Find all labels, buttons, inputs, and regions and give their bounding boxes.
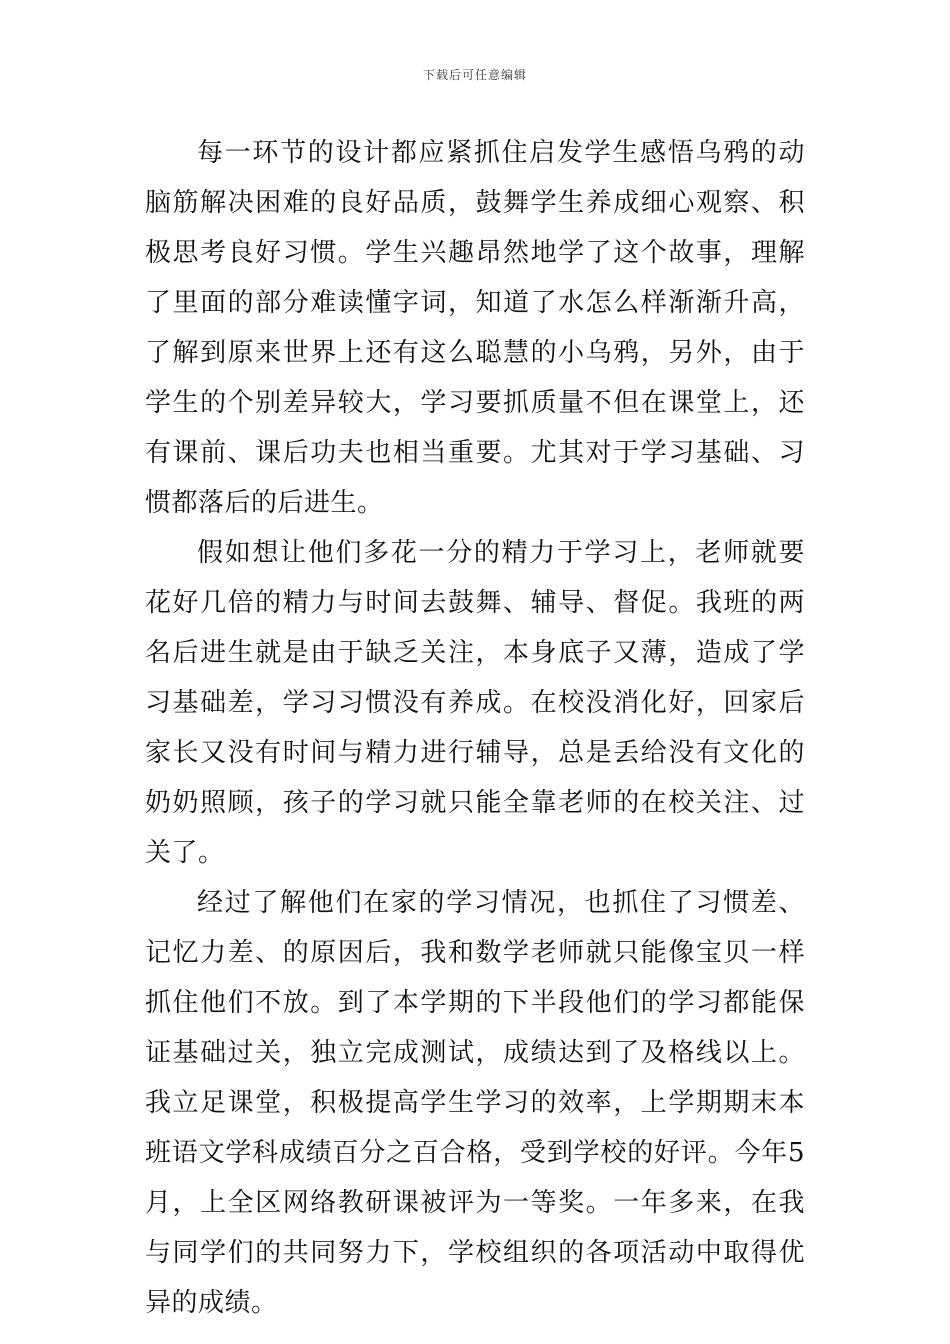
paragraph-2: 假如想让他们多花一分的精力于学习上，老师就要花好几倍的精力与时间去鼓舞、辅导、督促。我班的两名后进生就是由于缺乏关注，本身底子又薄，造成了学习基础差，学习习惯没有养成。在校没消化好，回家后家长又没有时间与精力进行辅导，总是丢给没有文化的奶奶照顾，孩子的学习就只能全靠老师的在校关注、过关了。 (145, 538, 805, 868)
paragraph-3: 经过了解他们在家的学习情况，也抓住了习惯差、记忆力差、的原因后，我和数学老师就只能像宝贝一样抓住他们不放。到了本学期的下半段他们的学习都能保证基础过关，独立完成测试，成绩达到了及格线以上。我立足课堂，积极提高学生学习的效率，上学期期末本班语文学科成绩百分之百合格，受到学校的好评。今年5月，上全区网络教研课被评为一等奖。一年多来，在我与同学们的共同努力下，学校组织的各项活动中取得优异的成绩。 (145, 888, 805, 1318)
paragraph-1: 每一环节的设计都应紧抓住启发学生感悟乌鸦的动脑筋解决困难的良好品质，鼓舞学生养成细心观察、积极思考良好习惯。学生兴趣昂然地学了这个故事，理解了里面的部分难读懂字词，知道了水怎么样渐渐升高，了解到原来世界上还有这么聪慧的小乌鸦，另外，由于学生的个别差异较大，学习要抓质量不但在课堂上，还有课前、课后功夫也相当重要。尤其对于学习基础、习惯都落后的后进生。 (145, 138, 805, 518)
page-header-note: 下载后可任意编辑 (422, 68, 527, 82)
document-body (145, 128, 805, 1328)
